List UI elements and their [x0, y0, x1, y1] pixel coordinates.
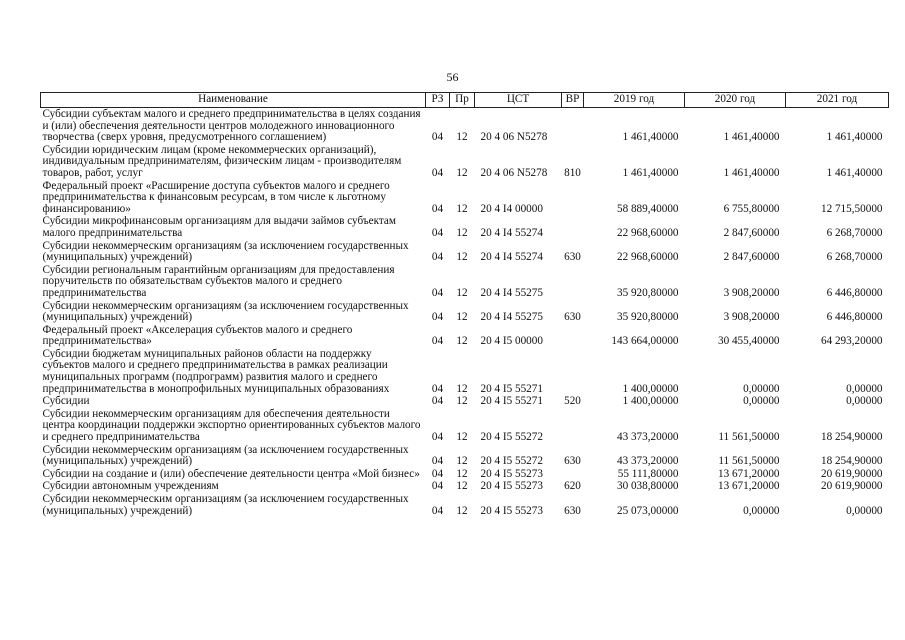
row-rz: 04 — [431, 382, 444, 395]
table-row — [41, 215, 889, 239]
row-cst: 20 4 06 N5278 — [480, 166, 548, 179]
table-header-row — [41, 93, 889, 108]
row-pr: 12 — [456, 251, 468, 264]
row-2020: 1 461,40000 — [723, 166, 780, 179]
row-vr — [562, 215, 584, 239]
row-pr: 12 — [456, 311, 468, 324]
row-cst: 20 4 I5 55273 — [480, 504, 543, 517]
row-pr: 12 — [456, 504, 468, 517]
table-row — [41, 108, 889, 144]
row-2019: 22 968,60000 — [616, 251, 679, 264]
row-2019: 143 664,00000 — [611, 335, 679, 348]
row-name: Федеральный проект «Акселерация субъектов малого и среднего предпринимательства» — [42, 323, 353, 348]
row-rz: 04 — [431, 166, 444, 179]
row-rz: 04 — [431, 202, 444, 215]
row-vr: 630 — [564, 455, 581, 468]
header-vr: ВР — [562, 93, 584, 108]
row-2021: 20 619,90000 — [820, 467, 883, 480]
row-name: Субсидии на создание и (или) обеспечение деятельности центра «Мой бизнес» — [42, 467, 420, 480]
header-cst: ЦСТ — [475, 93, 562, 108]
row-2019: 1 400,00000 — [622, 395, 679, 408]
row-pr: 12 — [456, 431, 468, 444]
row-name: Субсидии субъектам малого и среднего предпринимательства в целях создания и (или) обеспечения деятельности центров молодежного инновационного творчества (сверх уровня, предусмотренного соглашением) — [42, 108, 421, 144]
row-vr: 630 — [564, 311, 581, 324]
row-2021: 0,00000 — [846, 395, 883, 408]
row-2020: 1 461,40000 — [723, 131, 780, 144]
table-row — [41, 180, 889, 216]
row-pr: 12 — [456, 480, 468, 493]
row-2021: 18 254,90000 — [820, 431, 883, 444]
row-rz: 04 — [431, 286, 444, 299]
row-cst: 20 4 I5 00000 — [480, 335, 543, 348]
table-row — [41, 348, 889, 395]
row-2020: 2 847,60000 — [723, 226, 780, 239]
row-vr — [562, 264, 584, 300]
row-2021: 0,00000 — [846, 382, 883, 395]
header-2019: 2019 год — [584, 93, 685, 108]
table-body — [41, 108, 889, 518]
row-2020: 11 561,50000 — [718, 455, 780, 468]
row-cst: 20 4 I5 55273 — [480, 467, 543, 480]
row-2020: 30 455,40000 — [717, 335, 780, 348]
row-cst: 20 4 I5 55271 — [480, 382, 543, 395]
row-vr: 630 — [564, 251, 581, 264]
row-name: Субсидии некоммерческим организациям (за исключением государственных (муниципальных) учреждений) — [42, 493, 409, 517]
row-name: Субсидии некоммерческим организациям (за исключением государственных (муниципальных) учреждений) — [42, 239, 409, 264]
table-row — [41, 468, 889, 481]
row-2019: 43 373,20000 — [616, 455, 679, 468]
row-cst: 20 4 I5 55273 — [480, 480, 543, 493]
row-pr: 12 — [456, 382, 468, 395]
row-pr: 12 — [456, 467, 468, 480]
row-2021: 1 461,40000 — [826, 131, 883, 144]
page-number: 56 — [446, 70, 459, 84]
row-rz: 04 — [431, 131, 444, 144]
row-cst: 20 4 I4 55275 — [480, 286, 543, 299]
row-rz: 04 — [431, 431, 444, 444]
row-2021: 6 268,70000 — [826, 251, 883, 264]
row-pr: 12 — [456, 286, 468, 299]
table-row — [41, 395, 889, 408]
row-rz: 04 — [431, 480, 444, 493]
row-pr: 12 — [456, 335, 468, 348]
table-row — [41, 408, 889, 444]
header-2020: 2020 год — [685, 93, 786, 108]
row-vr — [562, 408, 584, 444]
row-2019: 43 373,20000 — [616, 431, 679, 444]
row-2020: 3 908,20000 — [723, 286, 780, 299]
row-2019: 58 889,40000 — [616, 202, 679, 215]
row-rz: 04 — [431, 467, 444, 480]
row-2021: 6 446,80000 — [826, 311, 883, 324]
row-rz: 04 — [431, 226, 444, 239]
row-name: Субсидии бюджетам муниципальных районов области на поддержку субъектов малого и среднего предпринимательства в рамках реализации муниципальных программ (подпрограмм) развития малого и среднего предпринимательства в монопрофильных муниципальных образованиях — [42, 347, 390, 395]
row-name: Федеральный проект «Расширение доступа субъектов малого и среднего предпринимательства к финансовым ресурсам, в том числе к льготному финансированию» — [42, 179, 390, 215]
row-name: Субсидии некоммерческим организациям (за исключением государственных (муниципальных) учреждений) — [42, 299, 409, 324]
row-vr: 630 — [564, 504, 581, 517]
header-rz: РЗ — [426, 93, 450, 108]
row-2021: 6 446,80000 — [826, 286, 883, 299]
row-2019: 30 038,80000 — [616, 480, 679, 493]
row-pr: 12 — [456, 131, 468, 144]
row-2020: 2 847,60000 — [723, 251, 780, 264]
row-cst: 20 4 I4 55275 — [480, 311, 543, 324]
row-cst: 20 4 I4 00000 — [480, 202, 543, 215]
row-vr — [562, 108, 584, 144]
row-cst: 20 4 I5 55272 — [480, 455, 543, 468]
row-cst: 20 4 I4 55274 — [480, 226, 543, 239]
row-2020: 0,00000 — [743, 504, 780, 517]
row-rz: 04 — [431, 311, 444, 324]
row-pr: 12 — [456, 226, 468, 239]
row-2019: 35 920,80000 — [616, 311, 679, 324]
row-name: Субсидии — [42, 395, 90, 408]
row-2020: 0,00000 — [743, 395, 780, 408]
row-name: Субсидии микрофинансовым организациям для выдачи займов субъектам малого предпринимательства — [42, 215, 396, 239]
table-row — [41, 480, 889, 493]
row-pr: 12 — [456, 202, 468, 215]
row-cst: 20 4 I5 55272 — [480, 431, 543, 444]
table-row — [41, 444, 889, 468]
table-row — [41, 240, 889, 264]
row-2021: 0,00000 — [846, 504, 883, 517]
row-2020: 0,00000 — [743, 382, 780, 395]
row-cst: 20 4 06 N5278 — [480, 131, 548, 144]
row-2020: 6 755,80000 — [723, 202, 780, 215]
row-2021: 20 619,90000 — [820, 480, 883, 493]
row-cst: 20 4 I4 55274 — [480, 251, 543, 264]
row-name: Субсидии юридическим лицам (кроме некоммерческих организаций), индивидуальным предпринимателям, физическим лицам - производителям товаров, работ, услуг — [42, 143, 402, 179]
row-2019: 25 073,00000 — [616, 504, 679, 517]
row-name: Субсидии некоммерческим организациям для обеспечения деятельности центра координации поддержки экспортно ориентированных субъектов малого и среднего предпринимательства — [42, 407, 421, 444]
row-2020: 3 908,20000 — [723, 311, 780, 324]
header-2021: 2021 год — [786, 93, 889, 108]
header-pr: Пр — [450, 93, 475, 108]
row-vr: 520 — [564, 395, 581, 408]
row-vr — [562, 468, 584, 481]
row-rz: 04 — [431, 455, 444, 468]
row-pr: 12 — [456, 395, 468, 408]
row-2021: 1 461,40000 — [826, 166, 883, 179]
row-vr: 620 — [564, 480, 581, 493]
row-2020: 11 561,50000 — [718, 431, 780, 444]
row-2019: 1 400,00000 — [622, 382, 679, 395]
table-row — [41, 264, 889, 300]
row-2021: 12 715,50000 — [820, 202, 883, 215]
table-row — [41, 324, 889, 348]
row-2021: 18 254,90000 — [820, 455, 883, 468]
row-name: Субсидии региональным гарантийным организациям для предоставления поручительств по обязательствам субъектов малого и среднего предпринимательства — [42, 263, 395, 299]
row-name: Субсидии автономным учреждениям — [42, 480, 219, 493]
table-row — [41, 493, 889, 517]
row-name: Субсидии некоммерческим организациям (за исключением государственных (муниципальных) учреждений) — [42, 443, 409, 468]
row-2019: 1 461,40000 — [622, 166, 679, 179]
row-pr: 12 — [456, 166, 468, 179]
row-2020: 13 671,20000 — [717, 480, 780, 493]
row-2019: 1 461,40000 — [622, 131, 679, 144]
row-rz: 04 — [431, 335, 444, 348]
row-2021: 64 293,20000 — [820, 335, 883, 348]
row-2019: 55 111,80000 — [617, 467, 679, 480]
row-vr — [562, 348, 584, 395]
row-rz: 04 — [431, 504, 444, 517]
row-rz: 04 — [431, 395, 444, 408]
row-rz: 04 — [431, 251, 444, 264]
row-vr — [562, 324, 584, 348]
budget-table — [40, 92, 889, 517]
header-name: Наименование — [41, 93, 426, 108]
table-row — [41, 300, 889, 324]
row-2019: 22 968,60000 — [616, 226, 679, 239]
table-row — [41, 144, 889, 180]
row-vr — [562, 180, 584, 216]
row-vr: 810 — [564, 166, 581, 179]
row-2020: 13 671,20000 — [717, 467, 780, 480]
row-cst: 20 4 I5 55271 — [480, 395, 543, 408]
row-2019: 35 920,80000 — [616, 286, 679, 299]
row-pr: 12 — [456, 455, 468, 468]
row-2021: 6 268,70000 — [826, 226, 883, 239]
